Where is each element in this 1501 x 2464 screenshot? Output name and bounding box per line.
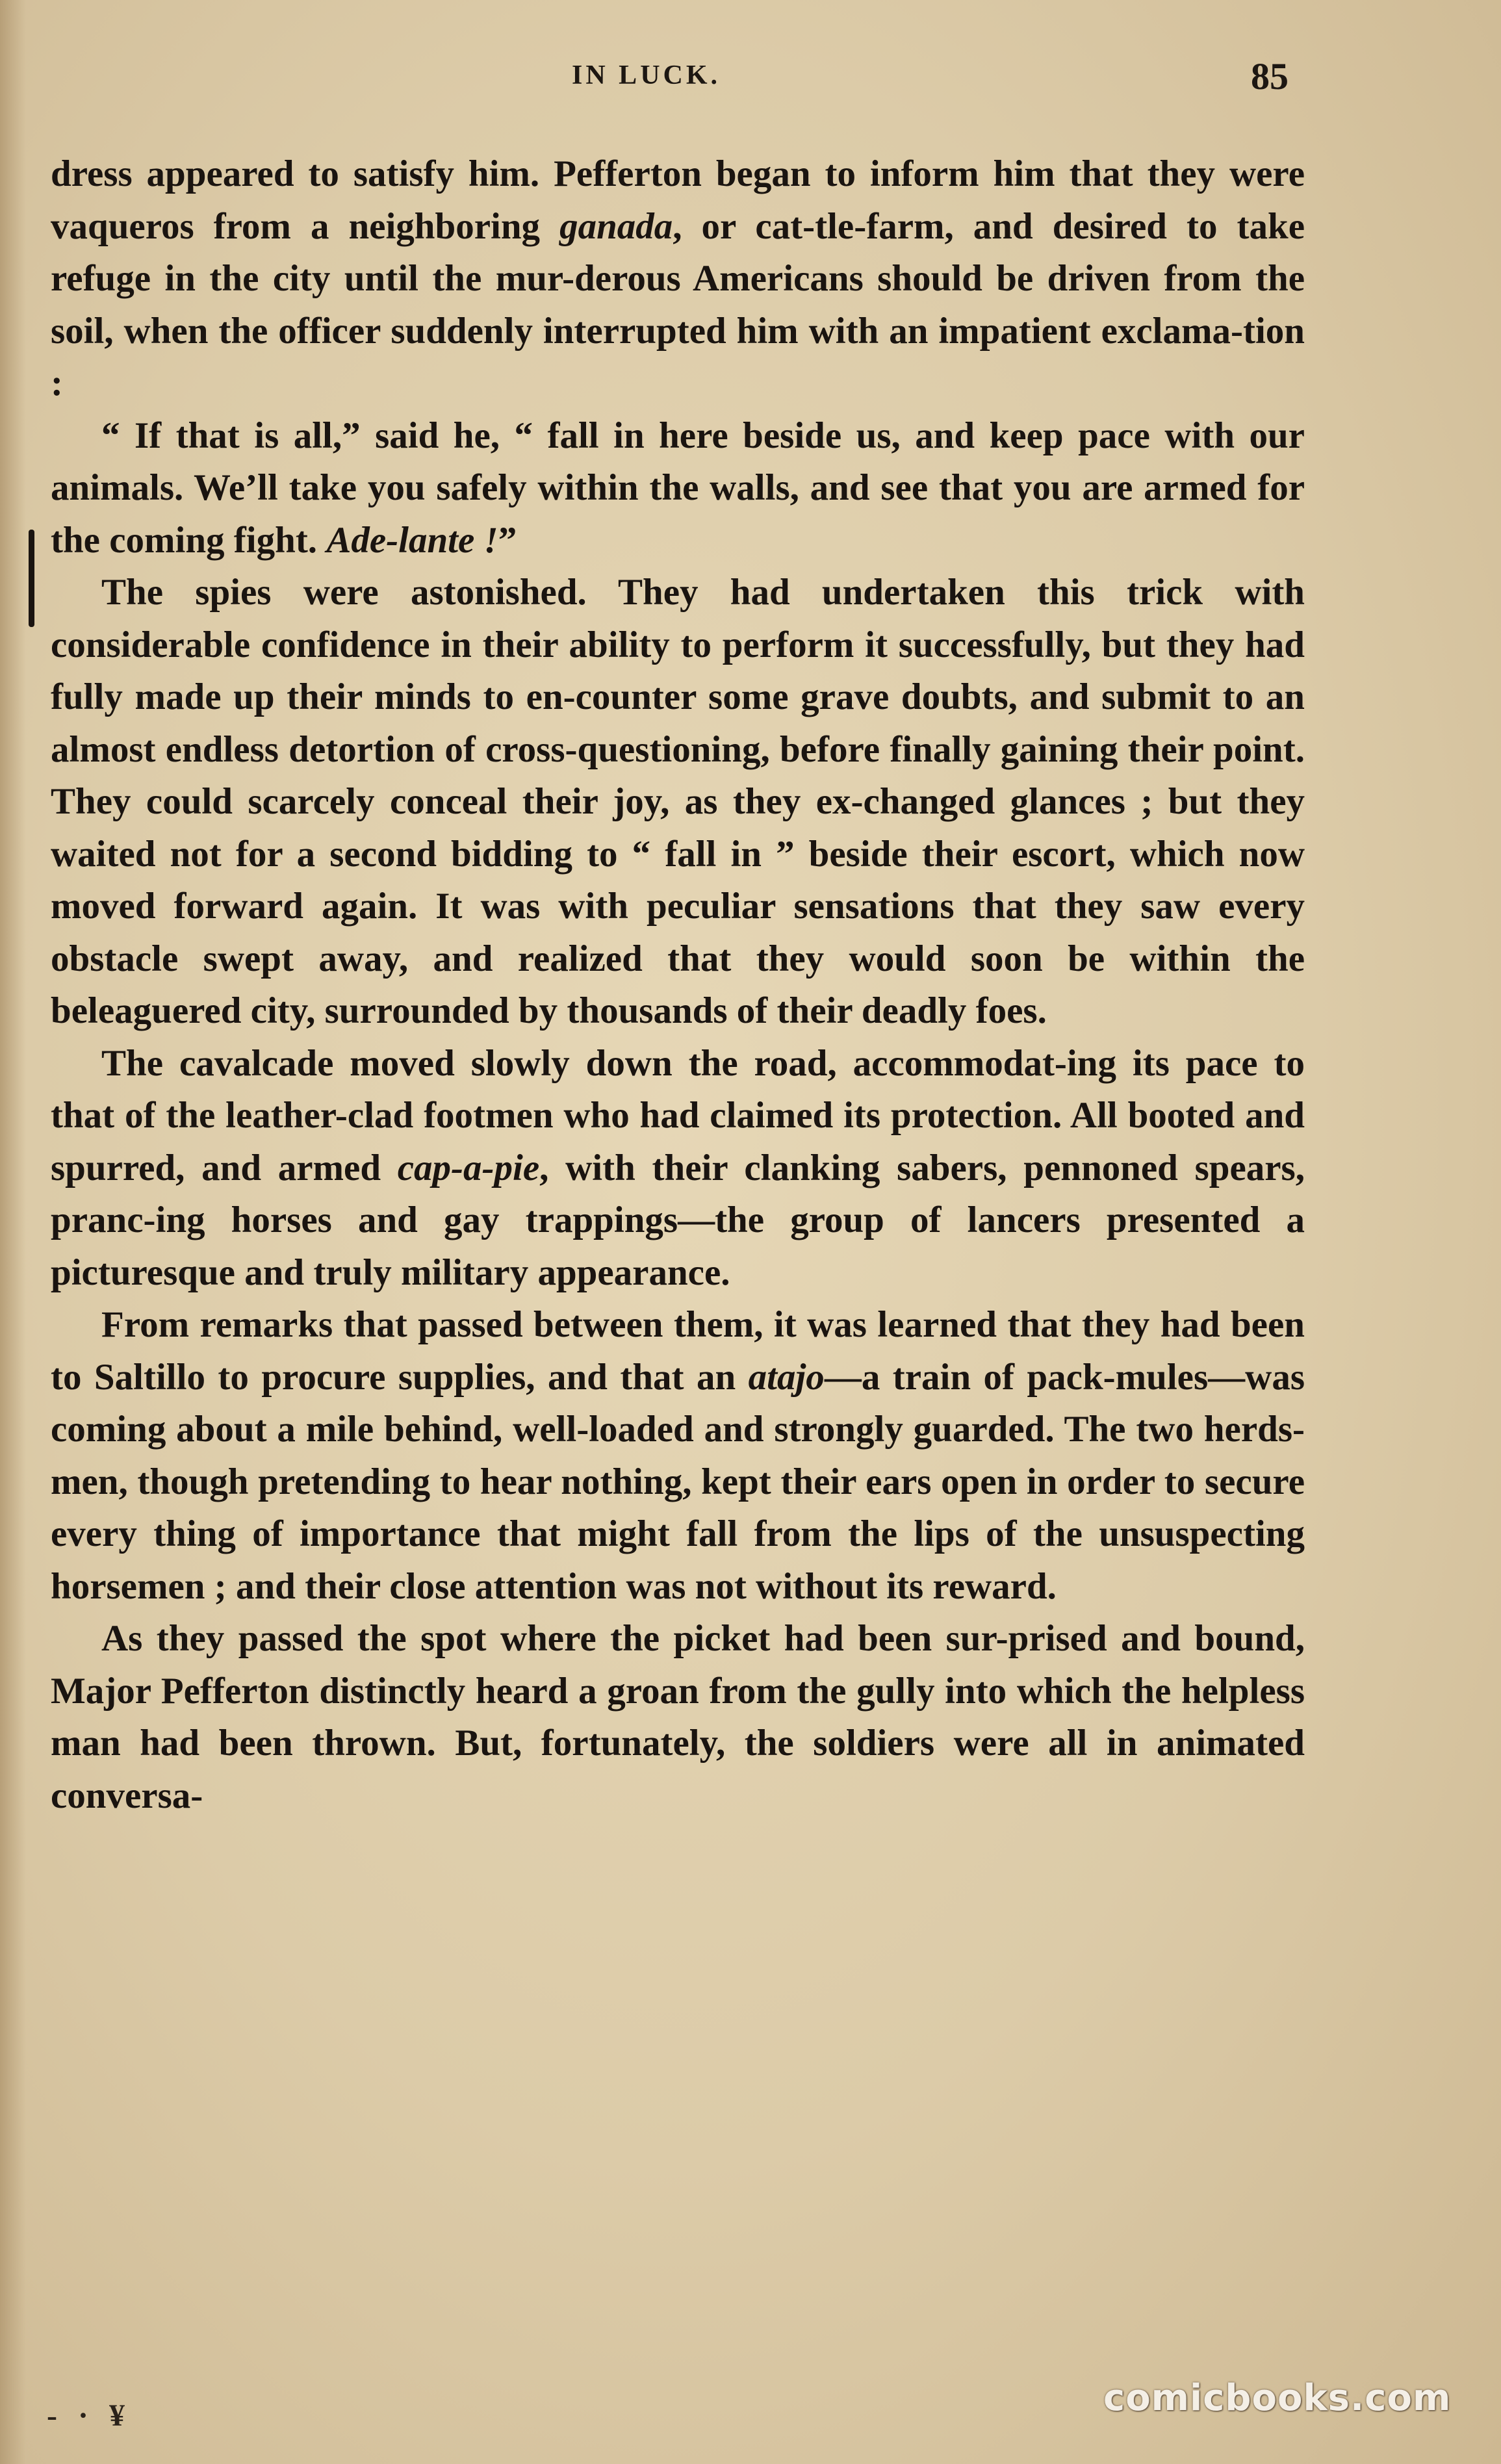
margin-ink-mark — [29, 530, 34, 627]
paragraph-4: The cavalcade moved slowly down the road, accommodat-ing its pace to that of the leather-clad footmen who had claimed its protection. All booted and spurred, and armed cap-a-pie, with their clanking sabers, pennoned spears, pranc-ing horses and gay trappings—the group of lancers presented a picturesque and truly military appearance. — [51, 1042, 1305, 1293]
watermark-text: comicbooks.com — [1103, 2377, 1452, 2419]
page-number: 85 — [1251, 55, 1289, 97]
footer-ink-mark: - · ¥ — [47, 2398, 131, 2433]
page-gutter-shadow — [0, 0, 26, 2464]
paragraph-6: As they passed the spot where the picket had been sur-prised and bound, Major Pefferton distinctly heard a groan from the gully into which the helpless man had been thrown. But, fortunately, the soldiers were all in animated conversa- — [51, 1618, 1305, 1816]
page-body-text — [51, 148, 1305, 1822]
running-title: IN LUCK. — [572, 60, 721, 90]
paragraph-1: dress appeared to satisfy him. Pefferton began to inform him that they were vaqueros from a neighboring ganada, or cat-tle-farm, and desired to take refuge in the city until the mur-derous Americans should be driven from the soil, when the officer suddenly interrupted him with an impatient exclama-tion : — [51, 153, 1305, 404]
paragraph-5: From remarks that passed between them, it was learned that they had been to Saltillo to procure supplies, and that an atajo—a train of pack-mules—was coming about a mile behind, well-loaded and strongly guarded. The two herds-men, though pretending to hear nothing, kept their ears open in order to secure every thing of importance that might fall from the lips of the unsuspecting horsemen ; and their close attention was not without its reward. — [51, 1304, 1305, 1607]
paragraph-3: The spies were astonished. They had undertaken this trick with considerable confidence in their ability to perform it successfully, but they had fully made up their minds to en-counter some grave doubts, and submit to an almost endless detortion of cross-questioning, before finally gaining their point. They could scarcely conceal their joy, as they ex-changed glances ; but they waited not for a second bidding to “ fall in ” beside their escort, which now moved forward again. It was with peculiar sensations that they saw every obstacle swept away, and realized that they would soon be within the beleaguered city, surrounded by thousands of their deadly foes. — [51, 572, 1305, 1031]
paragraph-2: “ If that is all,” said he, “ fall in here beside us, and keep pace with our animals. We’ll take you safely within the walls, and see that you are armed for the coming fight. Ade-lante !” — [51, 415, 1305, 561]
running-head — [0, 55, 1501, 118]
